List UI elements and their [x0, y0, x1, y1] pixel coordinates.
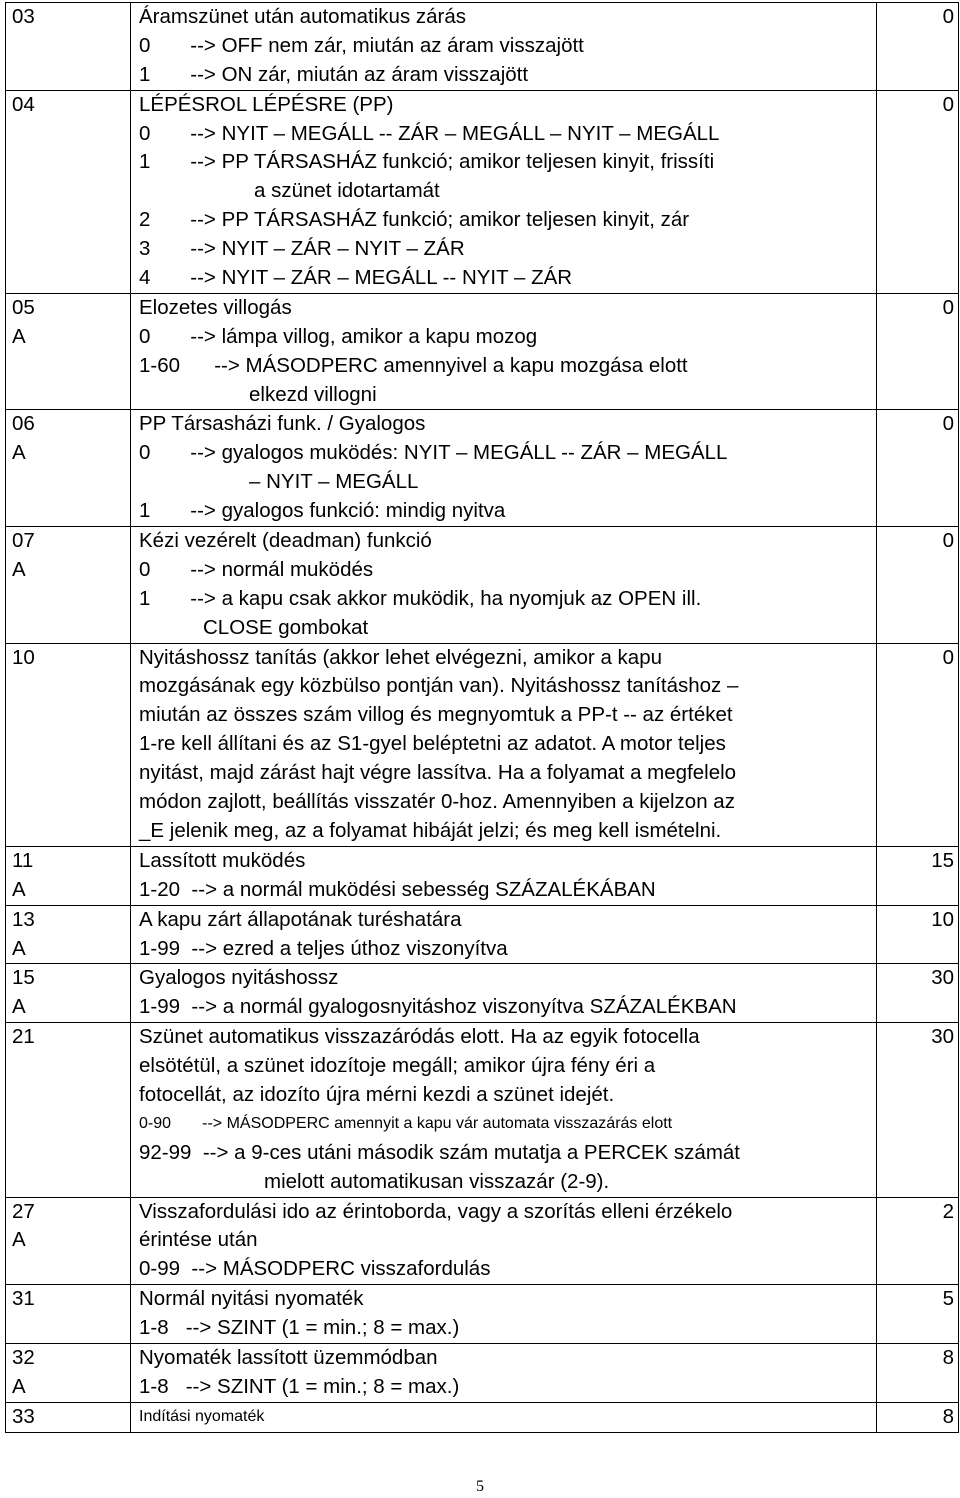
- param-code-cell: [6, 905, 131, 964]
- param-default-cell: [877, 846, 959, 905]
- param-default-value: 8: [942, 1345, 954, 1369]
- param-title: Nyomaték lassított üzemmódban: [139, 1345, 438, 1369]
- param-code-cell: [6, 1023, 131, 1197]
- param-default-cell: [877, 293, 959, 410]
- param-default-cell: [877, 905, 959, 964]
- param-default-cell: [877, 1402, 959, 1432]
- option-line: 0-99 --> MÁSODPERC visszafordulás: [139, 1257, 491, 1281]
- param-code-cell: [6, 1343, 131, 1402]
- param-default-value: 0: [942, 645, 954, 669]
- option-continuation: elkezd villogni: [249, 382, 377, 406]
- description-line: _E jelenik meg, az a folyamat hibáját jelzi; és meg kell ismételni.: [139, 818, 722, 842]
- param-row-10: [6, 643, 959, 846]
- param-description-cell: [131, 527, 877, 644]
- param-code: 32: [12, 1345, 35, 1369]
- option-line: 0 --> lámpa villog, amikor a kapu mozog: [139, 324, 538, 348]
- param-code: 31: [12, 1287, 35, 1311]
- param-row-31: [6, 1285, 959, 1344]
- param-code: 13: [12, 907, 35, 931]
- param-default-value: 5: [942, 1287, 954, 1311]
- option-line: 1-20 --> a normál muködési sebesség SZÁZALÉKÁBAN: [139, 877, 656, 901]
- page-number: 5: [476, 1478, 484, 1495]
- option-continuation: a szünet idotartamát: [254, 179, 440, 203]
- option-line: 1-8 --> SZINT (1 = min.; 8 = max.): [139, 1374, 460, 1398]
- param-code: 15: [12, 966, 35, 990]
- param-code-cell: [6, 1197, 131, 1285]
- option-line: 1 --> gyalogos funkció: mindig nyitva: [139, 499, 506, 523]
- option-line: 1-60 --> MÁSODPERC amennyivel a kapu mozgása elott: [139, 353, 688, 377]
- param-description-cell: [131, 643, 877, 846]
- description-line: módon zajlott, beállítás visszatér 0-hoz. Amennyiben a kijelzon az: [139, 790, 735, 814]
- param-description-cell: [131, 846, 877, 905]
- param-code-cell: [6, 964, 131, 1023]
- param-default-value: 2: [942, 1199, 954, 1223]
- param-title: LÉPÉSROL LÉPÉSRE (PP): [139, 92, 394, 116]
- param-title: Nyitáshossz tanítás (akkor lehet elvégezni, amikor a kapu: [139, 645, 663, 669]
- param-code: 27: [12, 1199, 35, 1223]
- param-row-03: [6, 3, 959, 91]
- option-continuation: CLOSE gombokat: [203, 615, 369, 639]
- param-code: 06: [12, 412, 35, 436]
- param-default-value: 0: [942, 529, 954, 553]
- option-line: 92-99 --> a 9-ces utáni második szám mutatja a PERCEK számát: [139, 1140, 741, 1164]
- param-default-cell: [877, 90, 959, 293]
- param-default-cell: [877, 1343, 959, 1402]
- option-line: 0 --> NYIT – MEGÁLL -- ZÁR – MEGÁLL – NYIT – MEGÁLL: [139, 121, 720, 145]
- param-code-suffix: A: [12, 441, 26, 465]
- param-default-value: 0: [942, 5, 954, 28]
- param-row-11: [6, 846, 959, 905]
- param-row-06: [6, 410, 959, 527]
- param-row-04: [6, 90, 959, 293]
- param-code: 10: [12, 645, 35, 669]
- description-line: fotocellát, az idozíto újra mérni kezdi a szünet idejét.: [139, 1082, 615, 1106]
- param-default-cell: [877, 1197, 959, 1285]
- param-code-cell: [6, 90, 131, 293]
- param-row-32: [6, 1343, 959, 1402]
- param-default-value: 0: [942, 295, 954, 319]
- param-code: 03: [12, 5, 35, 28]
- param-code-cell: [6, 410, 131, 527]
- param-code-suffix: A: [12, 877, 26, 901]
- option-line: 3 --> NYIT – ZÁR – NYIT – ZÁR: [139, 237, 465, 261]
- param-code: 21: [12, 1025, 35, 1049]
- option-line: 1 --> a kapu csak akkor muködik, ha nyomjuk az OPEN ill.: [139, 586, 702, 610]
- param-code: 07: [12, 529, 35, 553]
- param-title: Szünet automatikus visszazáródás elott. Ha az egyik fotocella: [139, 1025, 700, 1049]
- param-description-cell: [131, 1197, 877, 1285]
- param-row-15: [6, 964, 959, 1023]
- description-line: elsötétül, a szünet idozítoje megáll; amikor újra fény éri a: [139, 1054, 656, 1078]
- option-line: 1-8 --> SZINT (1 = min.; 8 = max.): [139, 1316, 460, 1340]
- description-line: mozgásának egy közbülso pontján van). Nyitáshossz tanításhoz –: [139, 674, 739, 698]
- param-description-cell: [131, 1343, 877, 1402]
- param-default-cell: [877, 1285, 959, 1344]
- param-title: Gyalogos nyitáshossz: [139, 966, 339, 990]
- param-description-cell: [131, 905, 877, 964]
- param-code: 05: [12, 295, 35, 319]
- param-code: 33: [12, 1404, 35, 1428]
- param-default-value: 0: [942, 412, 954, 436]
- param-code-cell: [6, 527, 131, 644]
- param-default-value: 10: [931, 907, 954, 931]
- param-description-cell: [131, 1023, 877, 1197]
- param-title: PP Társasházi funk. / Gyalogos: [139, 412, 426, 436]
- param-code-suffix: A: [12, 557, 26, 581]
- param-default-cell: [877, 964, 959, 1023]
- param-default-value: 0: [942, 92, 954, 116]
- param-title: Kézi vezérelt (deadman) funkció: [139, 529, 432, 553]
- parameter-table: [5, 2, 959, 1433]
- option-line: 4 --> NYIT – ZÁR – MEGÁLL -- NYIT – ZÁR: [139, 266, 573, 290]
- option-line: 2 --> PP TÁRSASHÁZ funkció; amikor teljesen kinyit, zár: [139, 208, 690, 232]
- description-line: miután az összes szám villog és megnyomtuk a PP-t -- az értéket: [139, 703, 733, 727]
- param-row-13: [6, 905, 959, 964]
- option-line: 1-99 --> a normál gyalogosnyitáshoz viszonyítva SZÁZALÉKBAN: [139, 995, 737, 1019]
- param-description-cell: [131, 1402, 877, 1432]
- param-title: Elozetes villogás: [139, 295, 292, 319]
- param-code-suffix: A: [12, 995, 26, 1019]
- param-row-05: [6, 293, 959, 410]
- param-code-suffix: A: [12, 936, 26, 960]
- option-line: 1 --> ON zár, miután az áram visszajött: [139, 62, 529, 86]
- param-title: Lassított muködés: [139, 848, 306, 872]
- param-title: Normál nyitási nyomaték: [139, 1287, 364, 1311]
- option-line: 0 --> normál muködés: [139, 557, 374, 581]
- option-line: 0 --> gyalogos muködés: NYIT – MEGÁLL -- ZÁR – MEGÁLL: [139, 441, 728, 465]
- param-default-value: 8: [942, 1404, 954, 1428]
- param-code-suffix: A: [12, 324, 26, 348]
- description-line: nyitást, majd zárást hajt végre lassítva. Ha a folyamat a megfelelo: [139, 761, 737, 785]
- param-code-suffix: A: [12, 1228, 26, 1252]
- option-continuation: mielott automatikusan visszazár (2-9).: [264, 1169, 610, 1193]
- param-description-cell: [131, 410, 877, 527]
- param-default-value: 15: [931, 848, 954, 872]
- param-row-07: [6, 527, 959, 644]
- param-description-cell: [131, 964, 877, 1023]
- param-code-cell: [6, 293, 131, 410]
- description-line: érintése után: [139, 1228, 258, 1252]
- param-description-cell: [131, 293, 877, 410]
- param-row-27: [6, 1197, 959, 1285]
- option-continuation: – NYIT – MEGÁLL: [249, 470, 419, 494]
- param-row-33: [6, 1402, 959, 1432]
- param-default-cell: [877, 1023, 959, 1197]
- param-title: Visszafordulási ido az érintoborda, vagy a szorítás elleni érzékelo: [139, 1199, 733, 1223]
- param-description-cell: [131, 1285, 877, 1344]
- option-line: 1-99 --> ezred a teljes úthoz viszonyítva: [139, 936, 508, 960]
- param-default-cell: [877, 643, 959, 846]
- param-default-value: 30: [931, 1025, 954, 1049]
- param-description-cell: [131, 3, 877, 91]
- param-default-cell: [877, 410, 959, 527]
- param-code-cell: [6, 846, 131, 905]
- param-code-cell: [6, 1402, 131, 1432]
- option-line: 0 --> OFF nem zár, miután az áram visszajött: [139, 33, 584, 57]
- description-line: 1-re kell állítani és az S1-gyel beléptetni az adatot. A motor teljes: [139, 732, 726, 756]
- param-default-value: 30: [931, 966, 954, 990]
- param-default-cell: [877, 3, 959, 91]
- param-code-cell: [6, 3, 131, 91]
- param-code-cell: [6, 643, 131, 846]
- param-code-cell: [6, 1285, 131, 1344]
- param-code-suffix: A: [12, 1374, 26, 1398]
- param-title: Indítási nyomaték: [139, 1407, 265, 1425]
- option-line: 0-90 --> MÁSODPERC amennyit a kapu vár automata visszazárás elott: [139, 1114, 673, 1132]
- param-title: A kapu zárt állapotának turéshatára: [139, 907, 462, 931]
- param-code: 11: [12, 848, 34, 872]
- option-line: 1 --> PP TÁRSASHÁZ funkció; amikor teljesen kinyit, frissíti: [139, 150, 715, 174]
- param-row-21: [6, 1023, 959, 1197]
- param-code: 04: [12, 92, 35, 116]
- param-title: Áramszünet után automatikus zárás: [139, 5, 467, 28]
- param-default-cell: [877, 527, 959, 644]
- param-description-cell: [131, 90, 877, 293]
